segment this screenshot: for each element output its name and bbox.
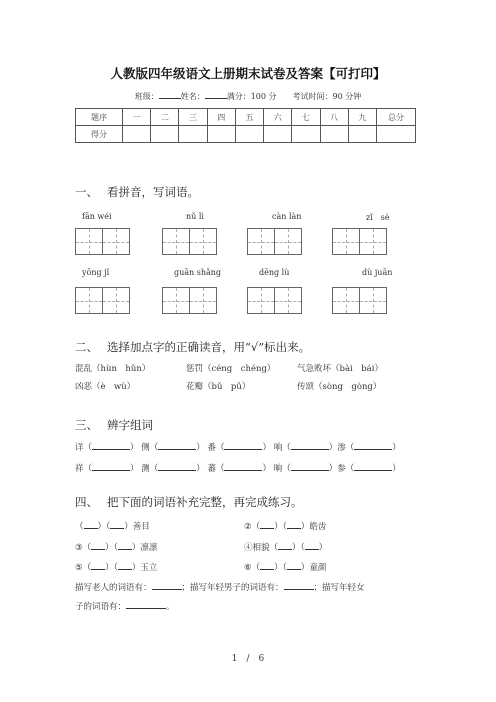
score-cell[interactable]: [264, 126, 292, 143]
writing-grid: [247, 287, 301, 314]
score-cell[interactable]: [292, 126, 320, 143]
score-header-cell: 七: [292, 109, 320, 126]
answer-blank[interactable]: [91, 560, 105, 570]
score-table: [75, 108, 416, 143]
score-header-cell: 一: [123, 109, 151, 126]
answer-blank[interactable]: [92, 461, 130, 471]
answer-blank[interactable]: [224, 440, 262, 450]
page-number: 1 / 6: [231, 654, 265, 664]
answer-blank[interactable]: [260, 560, 274, 570]
pinyin: dēng lù: [259, 268, 290, 277]
section-number: 一、: [75, 185, 98, 199]
writing-grid: [162, 228, 216, 255]
pinyin: zǐ sè: [366, 213, 390, 222]
word-group-row: 详（ ） 侧（ ） 番（ ） 响（ ）渗（ ）: [75, 440, 401, 453]
pinyin: càn làn: [272, 212, 302, 221]
reading-choice[interactable]: 传颂（sòng gòng）: [297, 382, 382, 392]
full-score: 满分：100 分: [226, 92, 277, 101]
writing-grid: [247, 228, 301, 255]
section-title: 辨字组词: [107, 418, 153, 432]
pinyin: fān wéi: [82, 212, 112, 221]
score-cell[interactable]: [151, 126, 179, 143]
reading-choice[interactable]: 凶恶（è wù）: [75, 382, 136, 392]
name-label: 姓名：: [180, 92, 205, 101]
reading-choice[interactable]: 气急败坏（bài bái）: [297, 364, 383, 374]
score-value-row: [76, 126, 416, 143]
answer-blank[interactable]: [278, 540, 292, 550]
class-label: 班级：: [134, 92, 159, 101]
score-header-cell: 四: [207, 109, 235, 126]
score-header-cell: 总分: [377, 109, 416, 126]
answer-blank[interactable]: [291, 461, 329, 471]
score-header-cell: 五: [235, 109, 263, 126]
writing-grid: [332, 287, 386, 314]
score-cell[interactable]: [207, 126, 235, 143]
section-2-heading: [75, 339, 310, 355]
pinyin: yōng jǐ: [82, 268, 110, 277]
exam-time: 考试时间：90 分钟: [292, 92, 362, 101]
answer-blank[interactable]: [91, 540, 105, 550]
section-number: 四、: [75, 495, 98, 509]
pinyin: dù juān: [362, 268, 393, 277]
idiom-item: ③（ ）（ ）凛凛: [75, 540, 157, 553]
idiom-item: ⑤（ ）（ ）玉立: [75, 560, 157, 573]
answer-blank[interactable]: [158, 461, 196, 471]
idiom-item: ⑥（ ）（ ）童颜: [244, 560, 326, 573]
score-cell[interactable]: [377, 126, 416, 143]
answer-blank[interactable]: [354, 440, 392, 450]
answer-blank[interactable]: [110, 519, 124, 529]
answer-blank[interactable]: [158, 440, 196, 450]
writing-grid: [332, 228, 386, 255]
score-header-cell: 八: [320, 109, 348, 126]
answer-blank[interactable]: [354, 461, 392, 471]
score-cell[interactable]: [179, 126, 207, 143]
score-header-cell: 六: [264, 109, 292, 126]
score-cell[interactable]: [123, 126, 151, 143]
section-title: 看拼音，写词语。: [107, 185, 199, 199]
writing-cell[interactable]: [162, 228, 190, 255]
section-1-heading: [75, 184, 199, 200]
name-blank: [205, 89, 227, 99]
section-3-heading: [75, 417, 153, 433]
reading-choice[interactable]: 花瓣（bǔ pǔ）: [186, 382, 251, 392]
writing-cell[interactable]: [359, 228, 387, 255]
answer-blank[interactable]: [260, 519, 274, 529]
answer-blank[interactable]: [126, 599, 166, 609]
section-number: 二、: [75, 340, 98, 354]
page-title: 人教版四年级语文上册期末试卷及答案【可打印】: [110, 66, 386, 81]
score-header-row: [76, 109, 416, 126]
answer-blank[interactable]: [287, 560, 301, 570]
writing-cell[interactable]: [247, 287, 275, 314]
idiom-item: （ ）（ ）善目: [75, 519, 150, 532]
writing-cell[interactable]: [75, 287, 103, 314]
answer-blank[interactable]: [152, 580, 182, 590]
idiom-item: ②（ ）（ ）皓齿: [244, 519, 326, 532]
classification-question: 描写老人的词语有： ；描写年轻男子的词语有： ；描写年轻女: [75, 580, 365, 593]
classification-question-cont: 子的词语有： 。: [75, 599, 175, 612]
answer-blank[interactable]: [291, 440, 329, 450]
word-group-row: 祥（ ） 测（ ） 蕃（ ） 晌（ ）参（ ）: [75, 461, 401, 474]
answer-blank[interactable]: [92, 440, 130, 450]
idiom-item: ④相貌（ ）（ ）: [244, 540, 327, 553]
writing-cell[interactable]: [102, 228, 130, 255]
writing-cell[interactable]: [274, 228, 302, 255]
writing-cell[interactable]: [274, 287, 302, 314]
reading-choice[interactable]: 惩罚（céng chéng）: [186, 364, 276, 374]
section-title: 选择加点字的正确读音，用“√”标出来。: [107, 340, 311, 354]
writing-cell[interactable]: [332, 287, 360, 314]
writing-grid: [75, 287, 129, 314]
score-header-cell: 三: [179, 109, 207, 126]
writing-cell[interactable]: [189, 228, 217, 255]
writing-cell[interactable]: [75, 228, 103, 255]
answer-blank[interactable]: [224, 461, 262, 471]
writing-cell[interactable]: [332, 228, 360, 255]
writing-cell[interactable]: [359, 287, 387, 314]
exam-info: [0, 89, 496, 102]
section-number: 三、: [75, 418, 98, 432]
pinyin: guān shǎng: [174, 268, 222, 277]
answer-blank[interactable]: [284, 580, 314, 590]
section-title: 把下面的词语补充完整，再完成练习。: [107, 495, 303, 509]
score-header-cell: 题序: [76, 109, 123, 126]
pinyin: nǔ lì: [186, 212, 204, 221]
answer-blank[interactable]: [118, 560, 132, 570]
writing-cell[interactable]: [102, 287, 130, 314]
score-header-cell: 九: [348, 109, 376, 126]
score-row-label: 得分: [76, 126, 123, 143]
score-cell[interactable]: [235, 126, 263, 143]
score-header-cell: 二: [151, 109, 179, 126]
writing-cell[interactable]: [162, 287, 190, 314]
section-4-heading: [75, 494, 303, 510]
score-cell[interactable]: [320, 126, 348, 143]
writing-grid: [75, 228, 129, 255]
class-blank: [159, 89, 181, 99]
writing-cell[interactable]: [247, 228, 275, 255]
answer-blank[interactable]: [305, 540, 319, 550]
reading-choice[interactable]: 混乱（hùn hǔn）: [75, 364, 151, 374]
answer-blank[interactable]: [84, 519, 98, 529]
writing-cell[interactable]: [189, 287, 217, 314]
answer-blank[interactable]: [287, 519, 301, 529]
score-cell[interactable]: [348, 126, 376, 143]
writing-grid: [162, 287, 216, 314]
answer-blank[interactable]: [118, 540, 132, 550]
